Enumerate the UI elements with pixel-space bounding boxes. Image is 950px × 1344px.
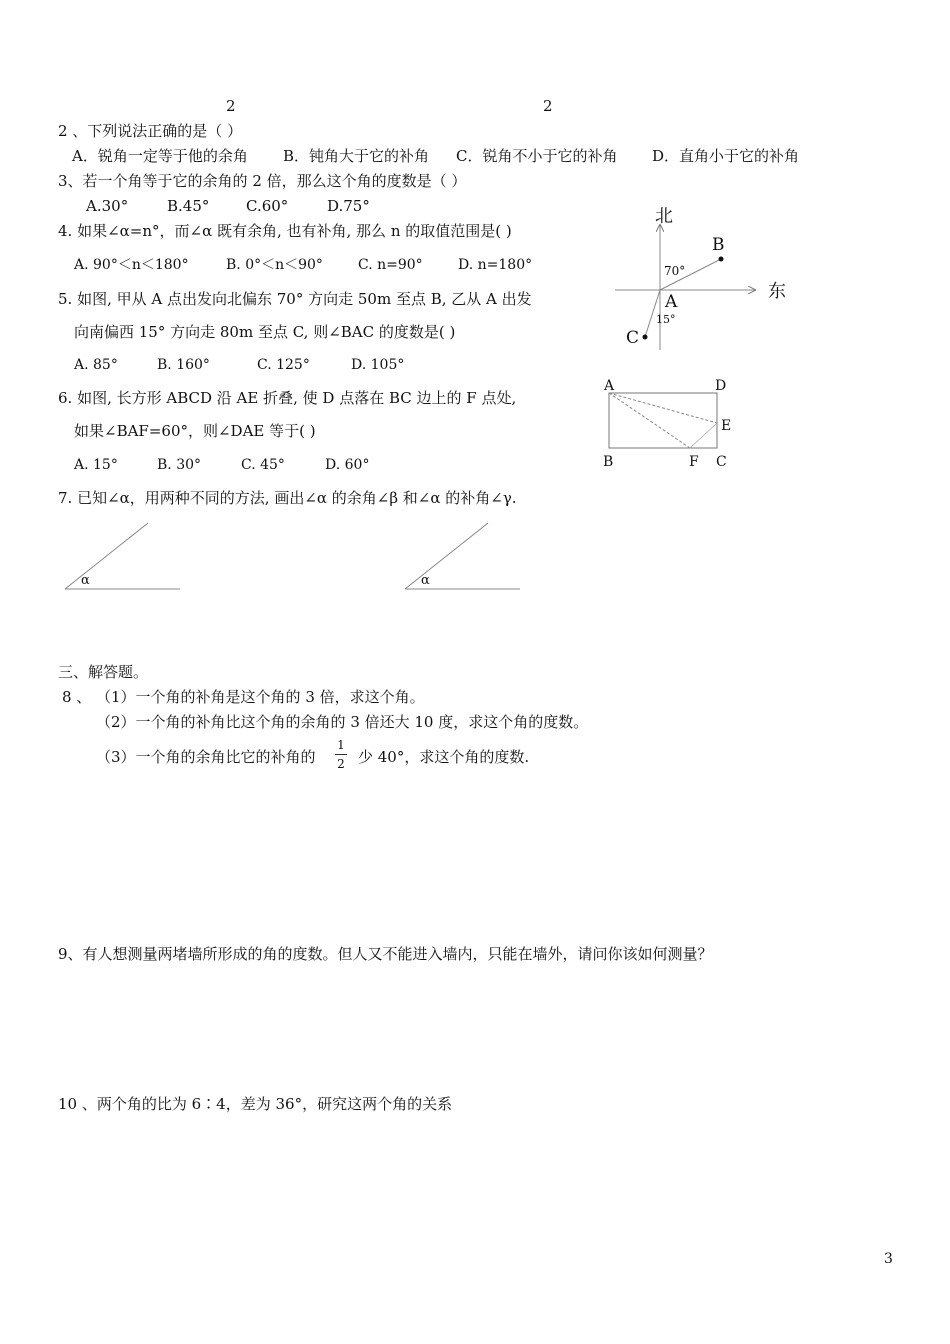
angle-70-label: 70° <box>664 264 686 278</box>
q3-option-d: D.75° <box>327 197 370 215</box>
angle-alpha-label: α <box>421 573 430 588</box>
top-mark-left: 2 <box>226 97 236 115</box>
q6-option-c: C. 45° <box>241 457 285 473</box>
q2-option-a: A．锐角一定等于他的余角 <box>72 147 248 165</box>
rectangle-figure <box>600 375 750 475</box>
angle-alpha-figure-1 <box>60 520 190 600</box>
q6-option-b: B. 30° <box>157 457 202 473</box>
q4-option-c: C. n=90° <box>358 257 423 273</box>
q6-option-a: A. 15° <box>74 457 118 473</box>
rect-label-f: F <box>689 454 699 470</box>
half-fraction <box>335 738 347 771</box>
q7-stem: 7. 已知∠α，用两种不同的方法, 画出∠α 的余角∠β 和∠α 的补角∠γ. <box>58 489 517 507</box>
q2-option-c: C．锐角不小于它的补角 <box>456 147 618 165</box>
q6-line2: 如果∠BAF=60°，则∠DAE 等于( ) <box>74 422 316 440</box>
fraction-denominator: 2 <box>337 757 345 771</box>
q4-option-d: D. n=180° <box>458 257 533 273</box>
rectangle-abcd <box>609 393 717 448</box>
angle-alpha-figure-2 <box>400 520 530 600</box>
angle-ray <box>405 523 488 589</box>
point-b-label: B <box>712 235 725 255</box>
east-label: 东 <box>768 281 786 302</box>
page-number: 3 <box>884 1251 893 1267</box>
q3-option-b: B.45° <box>167 197 210 215</box>
north-label: 北 <box>655 206 673 227</box>
point-c-label: C <box>626 328 640 348</box>
q2-stem: 2 、下列说法正确的是（ ） <box>58 122 243 140</box>
q5-option-b: B. 160° <box>157 357 210 373</box>
rect-label-e: E <box>721 418 732 434</box>
q9-text: 9、有人想测量两堵墙所形成的角的度数。但人又不能进入墙内，只能在墙外，请问你该如何测量？ <box>58 945 713 963</box>
top-mark-right: 2 <box>543 97 553 115</box>
angle-alpha-label: α <box>81 573 90 588</box>
point-a-label: A <box>665 292 678 312</box>
q8-label: 8 、 <box>62 688 92 706</box>
q3-option-a: A.30° <box>86 197 129 215</box>
q2-option-b: B．钝角大于它的补角 <box>283 147 430 165</box>
angle-ray <box>65 523 148 589</box>
compass-figure <box>600 200 800 360</box>
q5-line2: 向南偏西 15° 方向走 80m 至点 C, 则∠BAC 的度数是( ) <box>74 323 456 341</box>
section3-heading: 三、解答题。 <box>58 663 149 681</box>
q5-option-c: C. 125° <box>257 357 310 373</box>
q8-part2: （2）一个角的补角比这个角的余角的 3 倍还大 10 度，求这个角的度数。 <box>96 713 589 731</box>
q8-part3-post: 少 40°，求这个角的度数. <box>358 748 530 766</box>
q3-option-c: C.60° <box>246 197 289 215</box>
q6-line1: 6. 如图, 长方形 ABCD 沿 AE 折叠, 使 D 点落在 BC 边上的 F 点处, <box>58 389 517 407</box>
q4-option-a: A. 90°＜n＜180° <box>74 257 189 273</box>
fold-line-af <box>609 393 690 448</box>
rect-label-b: B <box>603 454 614 470</box>
q10-text: 10 、两个角的比为 6∶4，差为 36°，研究这两个角的关系 <box>58 1095 453 1113</box>
point-b-dot <box>719 257 724 262</box>
q5-line1: 5. 如图, 甲从 A 点出发向北偏东 70° 方向走 50m 至点 B, 乙从 A 出发 <box>58 290 532 308</box>
angle-15-label: 15° <box>656 313 676 326</box>
q5-option-a: A. 85° <box>74 357 118 373</box>
rect-label-a: A <box>604 378 615 394</box>
fold-line-ae <box>609 393 717 423</box>
q6-option-d: D. 60° <box>325 457 370 473</box>
q5-option-d: D. 105° <box>351 357 405 373</box>
q8-part1: （1）一个角的补角是这个角的 3 倍，求这个角。 <box>96 688 425 706</box>
fold-line-fe <box>690 423 717 448</box>
q8-part3-pre: （3）一个角的余角比它的补角的 <box>96 748 316 766</box>
q2-option-d: D．直角小于它的补角 <box>652 147 800 165</box>
q4-stem: 4. 如果∠α=n°，而∠α 既有余角, 也有补角, 那么 n 的取值范围是( ) <box>58 222 512 240</box>
rect-label-c: C <box>716 454 727 470</box>
point-c-dot <box>643 335 648 340</box>
q3-stem: 3、若一个角等于它的余角的 2 倍，那么这个角的度数是（ ） <box>58 172 467 190</box>
q4-option-b: B. 0°＜n＜90° <box>226 257 323 273</box>
fraction-numerator: 1 <box>337 738 345 752</box>
rect-label-d: D <box>715 378 727 394</box>
